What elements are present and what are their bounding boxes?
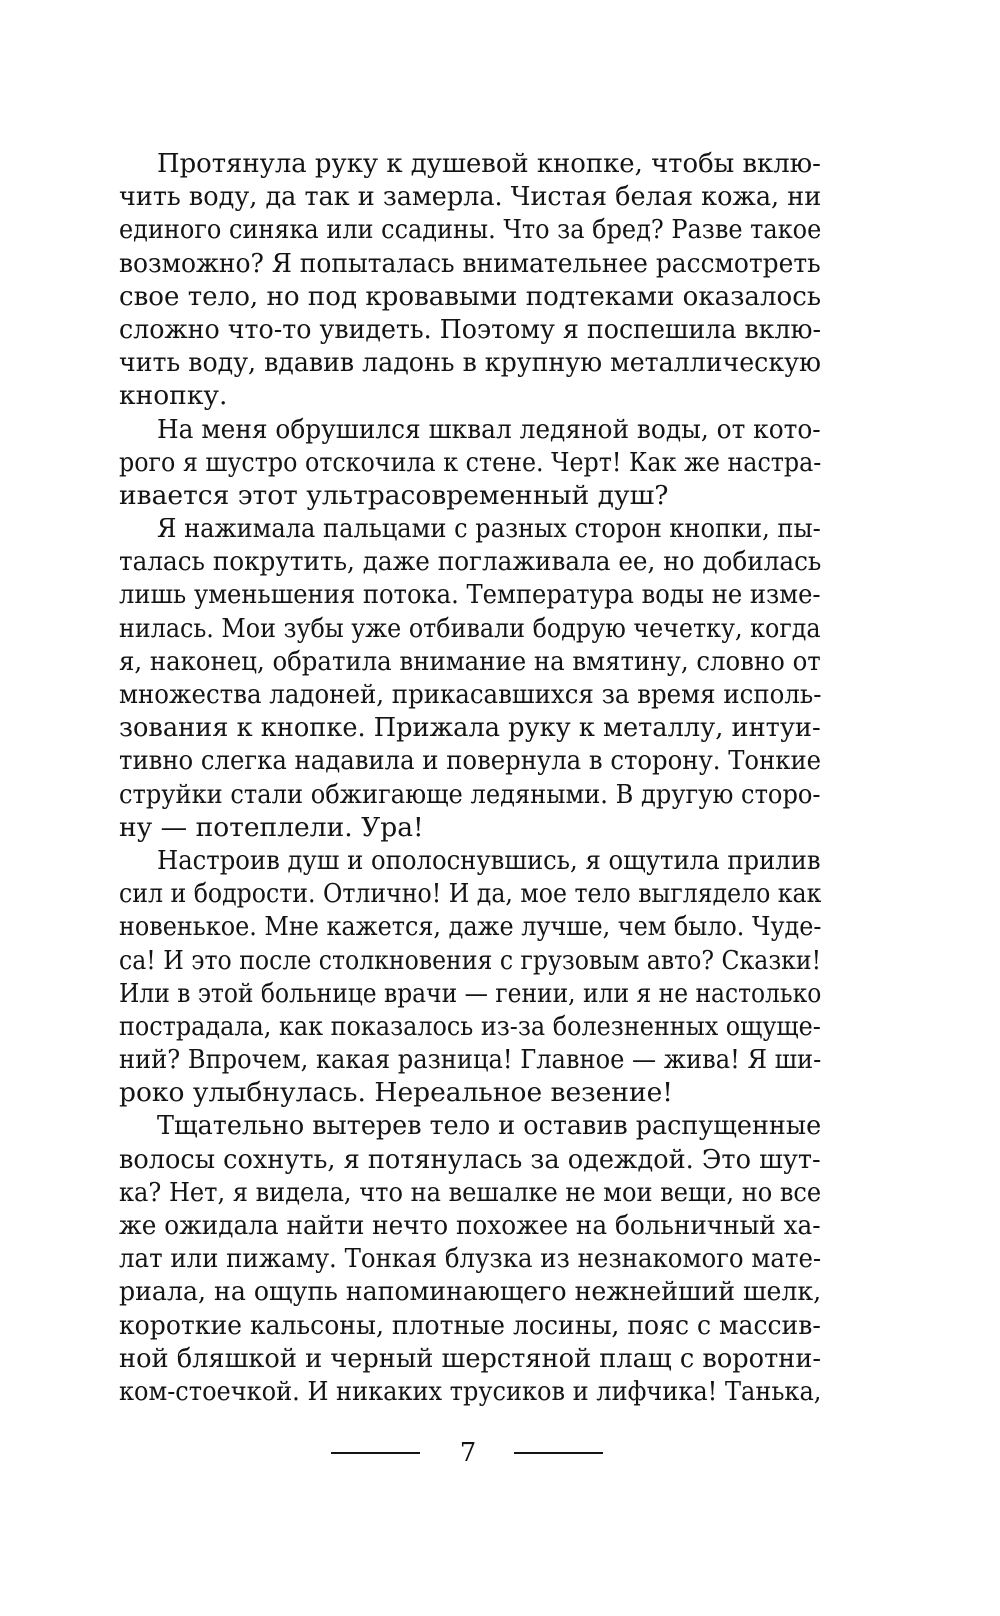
text-line: множества ладоней, прикасавшихся за время исполь- <box>119 679 822 710</box>
text-line: ну — потеплели. Ура! <box>119 811 424 843</box>
text-line: струйки стали обжигающе ледяными. В другую сторо- <box>119 778 821 810</box>
text-line: На меня обрушился шквал ледяной воды, от кото- <box>157 413 821 445</box>
text-line: ний? Впрочем, какая разница! Главное — жива! Я ши- <box>119 1044 822 1076</box>
text-line: чить воду, да так и замерла. Чистая белая кожа, ни <box>119 181 822 213</box>
text-line: Или в этой больнице врачи — гении, или я не настолько <box>119 977 822 1009</box>
page-number: 7 <box>459 1438 477 1468</box>
text-line: зования к кнопке. Прижала руку к металлу, интуи- <box>119 712 821 744</box>
text-line: единого синяка или ссадины. Что за бред? Разве такое <box>119 214 822 246</box>
text-line: возможно? Я попыталась внимательнее рассмотреть <box>119 247 821 279</box>
text-line: чить воду, вдавив ладонь в крупную металлическую <box>119 347 821 379</box>
text-line: волосы сохнуть, я потянулась за одеждой. Это шут- <box>119 1143 821 1175</box>
text-line: нилась. Мои зубы уже отбивали бодрую чечетку, когда <box>119 612 821 644</box>
text-line: кнопку. <box>119 380 228 412</box>
text-line: лат или пижаму. Тонкая блузка из незнакомого мате- <box>119 1243 822 1275</box>
text-line: Настроив душ и ополоснувшись, я ощутила прилив <box>157 844 821 876</box>
text-line: рого я шустро отскочила к стене. Черт! Как же настра- <box>119 446 822 478</box>
text-line: пострадала, как показалось из-за болезненных ощуще- <box>119 1010 821 1042</box>
footer-rule-right <box>514 1452 603 1454</box>
text-line: Протянула руку к душевой кнопке, чтобы вклю- <box>157 148 821 179</box>
text-line: талась покрутить, даже поглаживала ее, но добилась <box>119 546 822 578</box>
text-line: ка? Нет, я видела, что на вешалке не мои вещи, но все <box>119 1176 822 1208</box>
text-line: ивается этот ультрасовременный душ? <box>119 479 669 511</box>
text-line: новенькое. Мне кажется, даже лучше, чем было. Чуде- <box>119 911 822 943</box>
text-line: сложно что-то увидеть. Поэтому я поспешила вклю- <box>119 313 822 345</box>
text-line: я, наконец, обратила внимание на вмятину, словно от <box>119 645 821 677</box>
text-line: са! И это после столкновения с грузовым авто? Сказки! <box>119 944 822 976</box>
text-line: же ожидала найти нечто похожее на больничный ха- <box>119 1210 821 1241</box>
text-line: Я нажимала пальцами с разных сторон кнопки, пы- <box>157 513 821 545</box>
page-footer <box>0 1433 1000 1473</box>
footer-rule-left <box>331 1452 420 1454</box>
text-line: ком-стоечкой. И никаких трусиков и лифчика! Танька, <box>119 1375 822 1407</box>
text-line: Тщательно вытерев тело и оставив распущенные <box>157 1110 822 1142</box>
text-line: свое тело, но под кровавыми подтеками оказалось <box>119 280 822 312</box>
text-line: тивно слегка надавила и повернула в сторону. Тонкие <box>119 745 822 777</box>
text-line: короткие кальсоны, плотные лосины, пояс с массив- <box>119 1309 821 1341</box>
text-line: риала, на ощупь напоминающего нежнейший шелк, <box>119 1276 822 1308</box>
text-line: роко улыбнулась. Нереальное везение! <box>119 1077 673 1109</box>
text-line: сил и бодрости. Отлично! И да, мое тело выглядело как <box>119 878 822 910</box>
text-line: ной бляшкой и черный шерстяной плащ с воротни- <box>119 1342 822 1374</box>
body-text <box>119 147 821 1408</box>
text-line: лишь уменьшения потока. Температура воды не изме- <box>119 579 821 611</box>
